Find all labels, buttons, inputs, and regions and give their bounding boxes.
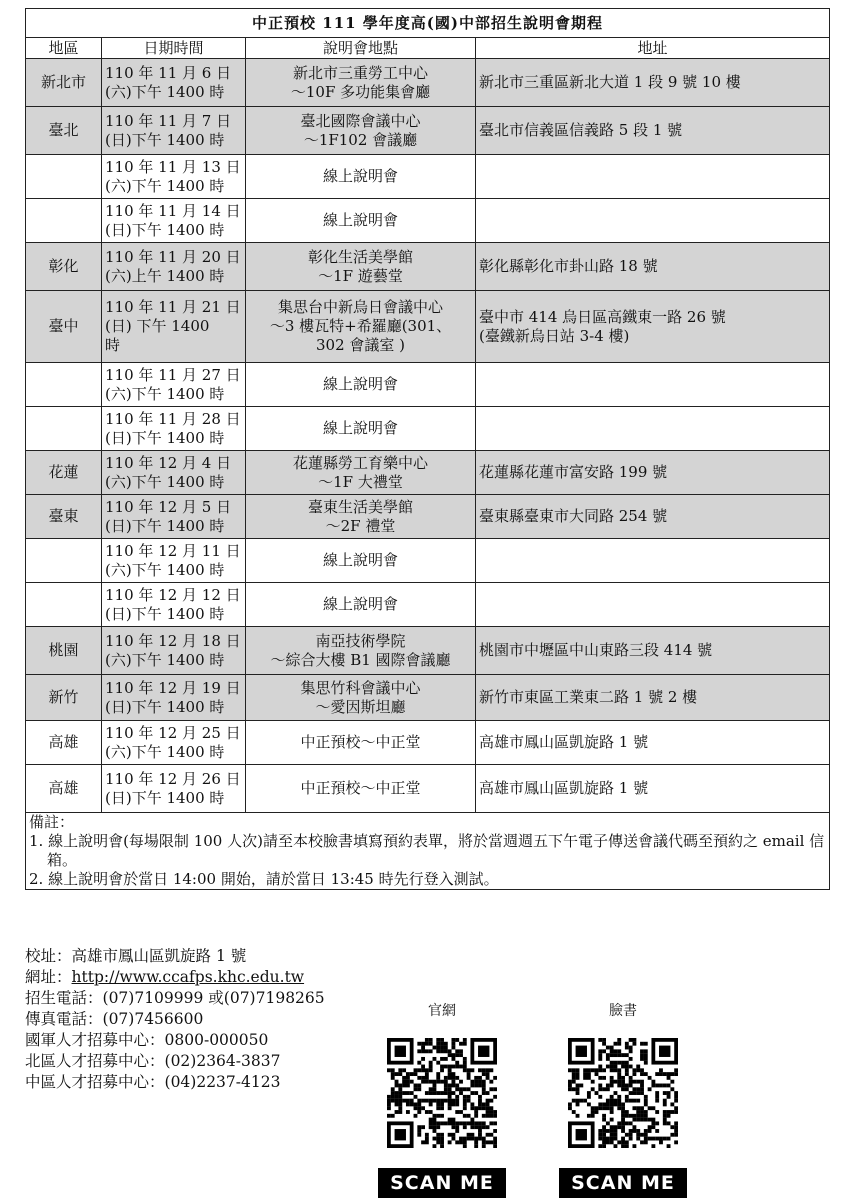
address-cell: 桃園市中壢區中山東路三段 414 號 [476,627,830,675]
date-cell: 110 年 11 月 13 日 (六)下午 1400 時 [102,155,246,199]
table-row [26,765,830,813]
contact-label: 傳真電話： [25,1010,103,1028]
schedule-table [25,8,830,890]
contact-value: (07)7109999 或(07)7198265 [102,989,325,1007]
address-cell [476,199,830,243]
table-row [26,59,830,107]
date-cell: 110 年 12 月 11 日 (六)下午 1400 時 [102,539,246,583]
address-cell: 彰化縣彰化市卦山路 18 號 [476,243,830,291]
address-cell: 花蓮縣花蓮市富安路 199 號 [476,451,830,495]
address-cell: 臺北市信義區信義路 5 段 1 號 [476,107,830,155]
contact-label: 網址： [25,968,72,986]
venue-cell: 花蓮縣勞工育樂中心 ～1F 大禮堂 [246,451,476,495]
region-cell: 新竹 [26,675,102,721]
note-item: 2. 線上說明會於當日 14:00 開始，請於當日 13:45 時先行登入測試。 [29,870,499,888]
column-header-address: 地址 [476,38,830,59]
date-cell: 110 年 12 月 19 日 (日)下午 1400 時 [102,675,246,721]
venue-cell: 臺北國際會議中心 ～1F102 會議廳 [246,107,476,155]
title-row [26,9,830,38]
notes-cell [26,813,830,890]
venue-cell: 線上說明會 [246,407,476,451]
website-link[interactable]: http://www.ccafps.khc.edu.tw [71,968,305,986]
table-row [26,721,830,765]
schedule-sheet [25,8,829,890]
qr-code-icon[interactable] [568,1038,678,1148]
contact-line [25,1009,325,1030]
column-header-venue: 說明會地點 [246,38,476,59]
date-cell: 110 年 12 月 26 日 (日)下午 1400 時 [102,765,246,813]
table-row [26,199,830,243]
date-cell: 110 年 12 月 25 日 (六)下午 1400 時 [102,721,246,765]
contact-label: 北區人才招募中心： [25,1052,165,1070]
address-cell [476,583,830,627]
contact-line [25,1072,325,1093]
contact-value: 高雄市鳳山區凱旋路 1 號 [71,947,247,965]
table-row [26,451,830,495]
table-row [26,495,830,539]
date-cell: 110 年 11 月 6 日 (六)下午 1400 時 [102,59,246,107]
note-item: 1. 線上說明會(每場限制 100 人次)請至本校臉書填寫預約表單，將於當週週五下午電子傳送會議代碼至預約之 email 信箱。 [29,832,825,869]
address-cell: 新北市三重區新北大道 1 段 9 號 10 樓 [476,59,830,107]
qr-code-icon[interactable] [387,1038,497,1148]
qr-block-facebook [553,1000,693,1198]
region-cell [26,407,102,451]
page-title: 中正預校 111 學年度高(國)中部招生說明會期程 [26,9,830,38]
region-cell: 高雄 [26,721,102,765]
contact-value: 0800-000050 [164,1031,269,1049]
contact-info [25,946,325,1093]
venue-cell: 集思竹科會議中心 ～愛因斯坦廳 [246,675,476,721]
table-row [26,291,830,363]
scan-me-button-facebook[interactable]: SCAN ME [559,1168,687,1198]
contact-label: 招生電話： [25,989,103,1007]
contact-line [25,1030,325,1051]
table-row [26,583,830,627]
qr-label-facebook: 臉書 [609,1003,637,1019]
region-cell: 桃園 [26,627,102,675]
region-cell: 臺東 [26,495,102,539]
region-cell: 彰化 [26,243,102,291]
table-row [26,363,830,407]
address-cell: 新竹市東區工業東二路 1 號 2 樓 [476,675,830,721]
qr-block-website [372,1000,512,1198]
contact-line [25,967,325,988]
region-cell [26,363,102,407]
table-row [26,107,830,155]
column-header-region: 地區 [26,38,102,59]
notes-row [26,813,830,890]
address-cell: 臺東縣臺東市大同路 254 號 [476,495,830,539]
date-cell: 110 年 11 月 20 日 (六)上午 1400 時 [102,243,246,291]
contact-line [25,946,325,967]
date-cell: 110 年 11 月 27 日 (六)下午 1400 時 [102,363,246,407]
table-row [26,155,830,199]
venue-cell: 集思台中新烏日會議中心 ～3 樓瓦特+希羅廳(301、 302 會議室 ) [246,291,476,363]
address-cell [476,407,830,451]
date-cell: 110 年 12 月 4 日 (六)下午 1400 時 [102,451,246,495]
table-row [26,539,830,583]
contact-line [25,988,325,1009]
date-cell: 110 年 12 月 5 日 (日)下午 1400 時 [102,495,246,539]
region-cell: 新北市 [26,59,102,107]
date-cell: 110 年 12 月 18 日 (六)下午 1400 時 [102,627,246,675]
address-cell [476,539,830,583]
date-cell: 110 年 12 月 12 日 (日)下午 1400 時 [102,583,246,627]
venue-cell: 線上說明會 [246,583,476,627]
venue-cell: 線上說明會 [246,155,476,199]
region-cell: 臺中 [26,291,102,363]
region-cell [26,539,102,583]
date-cell: 110 年 11 月 7 日 (日)下午 1400 時 [102,107,246,155]
region-cell [26,583,102,627]
contact-line [25,1051,325,1072]
date-cell: 110 年 11 月 28 日 (日)下午 1400 時 [102,407,246,451]
contact-value: (02)2364-3837 [164,1052,281,1070]
address-cell: 高雄市鳳山區凱旋路 1 號 [476,765,830,813]
contact-label: 校址： [25,947,72,965]
address-cell: 臺中市 414 烏日區高鐵東一路 26 號 (臺鐵新烏日站 3-4 樓) [476,291,830,363]
venue-cell: 中正預校～中正堂 [246,721,476,765]
region-cell: 高雄 [26,765,102,813]
table-row [26,675,830,721]
qr-label-website: 官網 [428,1003,456,1019]
region-cell: 臺北 [26,107,102,155]
table-row [26,407,830,451]
contact-value: (07)7456600 [102,1010,204,1028]
venue-cell: 新北市三重勞工中心 ～10F 多功能集會廳 [246,59,476,107]
venue-cell: 彰化生活美學館 ～1F 遊藝堂 [246,243,476,291]
address-cell [476,363,830,407]
region-cell [26,199,102,243]
header-row [26,38,830,59]
address-cell: 高雄市鳳山區凱旋路 1 號 [476,721,830,765]
column-header-date: 日期時間 [102,38,246,59]
table-row [26,627,830,675]
scan-me-button-website[interactable]: SCAN ME [378,1168,506,1198]
venue-cell: 臺東生活美學館 ～2F 禮堂 [246,495,476,539]
table-row [26,243,830,291]
notes-heading: 備註： [29,813,75,831]
venue-cell: 線上說明會 [246,539,476,583]
region-cell [26,155,102,199]
venue-cell: 線上說明會 [246,363,476,407]
address-cell [476,155,830,199]
contact-value: (04)2237-4123 [164,1073,281,1091]
region-cell: 花蓮 [26,451,102,495]
contact-label: 中區人才招募中心： [25,1073,165,1091]
date-cell: 110 年 11 月 14 日 (日)下午 1400 時 [102,199,246,243]
venue-cell: 線上說明會 [246,199,476,243]
venue-cell: 南亞技術學院 ～綜合大樓 B1 國際會議廳 [246,627,476,675]
date-cell: 110 年 11 月 21 日 (日) 下午 1400 時 [102,291,246,363]
contact-label: 國軍人才招募中心： [25,1031,165,1049]
venue-cell: 中正預校～中正堂 [246,765,476,813]
